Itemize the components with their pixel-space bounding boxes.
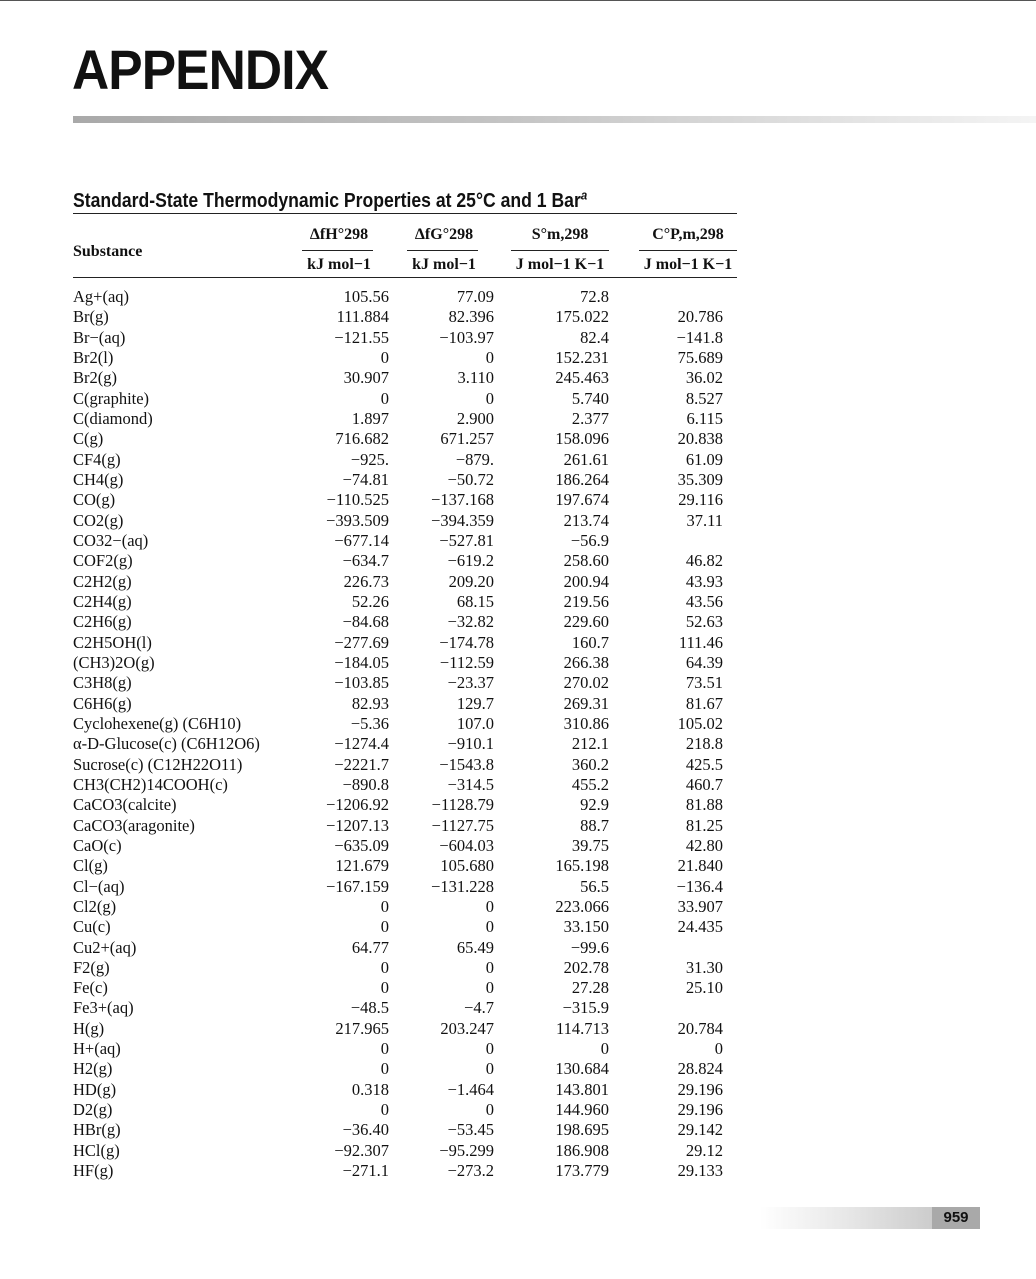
heat-capacity-cell: 29.196 [677, 1100, 723, 1120]
substance-cell: H(g) [73, 1018, 105, 1038]
table-row [73, 836, 737, 856]
table-title-text: Standard-State Thermodynamic Properties at 25°C and 1 Bar [73, 190, 581, 212]
substance-cell: COF2(g) [73, 551, 133, 571]
gibbs-cell: 0 [485, 347, 494, 367]
gibbs-cell: 68.15 [456, 591, 494, 611]
enthalpy-cell: −110.525 [326, 490, 389, 510]
enthalpy-cell: −677.14 [334, 530, 389, 550]
substance-column-header: Substance [73, 243, 143, 260]
gibbs-cell: −174.78 [439, 632, 494, 652]
substance-cell: C(diamond) [73, 408, 153, 428]
substance-cell: Sucrose(c) (C12H22O11) [73, 754, 243, 774]
enthalpy-cell: −890.8 [342, 774, 389, 794]
gibbs-symbol: ΔfG°298 [414, 226, 474, 243]
top-border-rule [0, 0, 1036, 1]
enthalpy-cell: −634.7 [342, 551, 389, 571]
entropy-cell: 455.2 [571, 774, 609, 794]
substance-cell: Br2(l) [73, 347, 114, 367]
table-row [73, 531, 737, 551]
entropy-symbol: S°m,298 [531, 226, 589, 243]
enthalpy-cell: 52.26 [351, 591, 389, 611]
gibbs-cell: −103.97 [439, 327, 494, 347]
enthalpy-cell: 105.56 [343, 287, 389, 306]
substance-cell: Cl−(aq) [73, 876, 125, 896]
entropy-cell: 114.713 [555, 1018, 609, 1038]
heat-capacity-cell: 24.435 [677, 917, 723, 937]
substance-cell: Cu2+(aq) [73, 937, 137, 957]
table-row [73, 551, 737, 571]
table-row [73, 1161, 737, 1181]
entropy-cell: −56.9 [570, 530, 609, 550]
heat-capacity-cell: 0 [714, 1039, 723, 1059]
entropy-column-header [500, 225, 620, 245]
enthalpy-header-rule [302, 250, 373, 251]
enthalpy-cell: 0 [380, 978, 389, 998]
table-row [73, 653, 737, 673]
substance-cell: HCl(g) [73, 1140, 120, 1160]
entropy-cell: 144.960 [555, 1100, 609, 1120]
gibbs-cell: −1128.79 [431, 795, 494, 815]
entropy-cell: 160.7 [571, 632, 609, 652]
substance-cell: F2(g) [73, 957, 110, 977]
table-row [73, 998, 737, 1018]
entropy-cell: 270.02 [563, 673, 609, 693]
enthalpy-cell: 0 [380, 1100, 389, 1120]
enthalpy-cell: −925. [350, 449, 389, 469]
heat-capacity-header-rule [639, 250, 737, 251]
entropy-cell: 158.096 [555, 429, 609, 449]
gibbs-cell: 82.396 [448, 307, 494, 327]
entropy-cell: 261.61 [563, 449, 609, 469]
entropy-cell: 2.377 [571, 408, 609, 428]
entropy-cell: 175.022 [555, 307, 609, 327]
entropy-cell: 269.31 [563, 693, 609, 713]
table-row [73, 755, 737, 775]
gibbs-cell: −1543.8 [439, 754, 494, 774]
table-row [73, 328, 737, 348]
substance-cell: CaCO3(aragonite) [73, 815, 195, 835]
enthalpy-cell: 217.965 [335, 1018, 389, 1038]
entropy-cell: 186.908 [555, 1140, 609, 1160]
substance-cell: Cl(g) [73, 856, 108, 876]
table-row [73, 917, 737, 937]
substance-cell: Cl2(g) [73, 896, 117, 916]
gibbs-cell: −53.45 [447, 1120, 494, 1140]
table-row [73, 592, 737, 612]
substance-cell: C2H4(g) [73, 591, 132, 611]
gibbs-cell: 107.0 [456, 713, 494, 733]
table-row [73, 511, 737, 531]
enthalpy-cell: 82.93 [351, 693, 389, 713]
header-bottom-rule [73, 277, 737, 278]
enthalpy-cell: 0 [380, 957, 389, 977]
entropy-cell: 186.264 [555, 469, 609, 489]
enthalpy-cell: 121.679 [335, 856, 389, 876]
heat-capacity-cell: 29.142 [677, 1120, 723, 1140]
heat-capacity-cell: 43.56 [685, 591, 723, 611]
heat-capacity-cell: 35.309 [677, 469, 723, 489]
heat-capacity-cell: 42.80 [685, 835, 723, 855]
substance-cell: H2(g) [73, 1059, 113, 1079]
entropy-unit: J mol−1 K−1 [515, 256, 605, 273]
heat-capacity-cell: 20.838 [677, 429, 723, 449]
substance-cell: Br−(aq) [73, 327, 126, 347]
enthalpy-cell: −84.68 [342, 612, 389, 632]
gibbs-cell: −131.228 [431, 876, 494, 896]
page-number: 959 [932, 1207, 980, 1229]
enthalpy-cell: −36.40 [342, 1120, 389, 1140]
heat-capacity-cell: 460.7 [685, 774, 723, 794]
table-row [73, 1120, 737, 1140]
heat-capacity-unit: J mol−1 K−1 [643, 256, 733, 273]
substance-cell: CH3(CH2)14COOH(c) [73, 774, 228, 794]
enthalpy-cell: −1207.13 [326, 815, 389, 835]
heat-capacity-cell: 43.93 [685, 571, 723, 591]
substance-cell: C2H2(g) [73, 571, 132, 591]
heat-capacity-cell: 46.82 [685, 551, 723, 571]
table-row [73, 673, 737, 693]
heat-capacity-cell: 218.8 [685, 734, 723, 754]
entropy-cell: 213.74 [563, 510, 609, 530]
gibbs-cell: 129.7 [456, 693, 494, 713]
gibbs-cell: −137.168 [431, 490, 494, 510]
entropy-cell: 5.740 [571, 388, 609, 408]
gibbs-cell: −910.1 [447, 734, 494, 754]
gibbs-cell: −23.37 [447, 673, 494, 693]
heat-capacity-cell: 81.88 [685, 795, 723, 815]
gibbs-unit: kJ mol−1 [412, 256, 476, 273]
substance-cell: C(graphite) [73, 388, 150, 408]
table-row [73, 409, 737, 429]
table-row [73, 287, 737, 307]
substance-cell: CH4(g) [73, 469, 124, 489]
table-row [73, 978, 737, 998]
gibbs-cell: 0 [485, 1039, 494, 1059]
heat-capacity-cell: 6.115 [686, 408, 723, 428]
table-row [73, 1059, 737, 1079]
substance-cell: Fe(c) [73, 978, 108, 998]
heat-capacity-column-header [624, 225, 752, 245]
table-row [73, 450, 737, 470]
gibbs-cell: −394.359 [431, 510, 494, 530]
table-row [73, 429, 737, 449]
enthalpy-cell: 0.318 [351, 1079, 389, 1099]
substance-cell: α-D-Glucose(c) (C6H12O6) [73, 734, 260, 754]
gibbs-cell: 65.49 [456, 937, 494, 957]
heat-capacity-cell: 29.196 [677, 1079, 723, 1099]
substance-cell: C3H8(g) [73, 673, 132, 693]
entropy-cell: 33.150 [563, 917, 609, 937]
enthalpy-cell: 0 [380, 896, 389, 916]
enthalpy-cell: −1274.4 [334, 734, 389, 754]
table-row [73, 572, 737, 592]
heat-capacity-cell: 21.840 [677, 856, 723, 876]
heat-capacity-cell: 29.133 [677, 1161, 723, 1181]
enthalpy-cell: −74.81 [342, 469, 389, 489]
table-row [73, 856, 737, 876]
gibbs-cell: 671.257 [440, 429, 494, 449]
entropy-cell: 202.78 [563, 957, 609, 977]
table-title-footnote-marker: a [580, 187, 588, 203]
table-row [73, 1100, 737, 1120]
gibbs-cell: 0 [485, 1059, 494, 1079]
enthalpy-cell: −271.1 [342, 1161, 389, 1181]
gibbs-cell: 0 [485, 917, 494, 937]
gibbs-cell: 2.900 [456, 408, 494, 428]
gibbs-cell: −112.59 [439, 652, 494, 672]
enthalpy-cell: −121.55 [334, 327, 389, 347]
enthalpy-cell: 0 [380, 1039, 389, 1059]
substance-cell: C2H6(g) [73, 612, 132, 632]
enthalpy-cell: 0 [380, 388, 389, 408]
enthalpy-cell: 0 [380, 917, 389, 937]
entropy-cell: 360.2 [571, 754, 609, 774]
enthalpy-cell: −92.307 [334, 1140, 389, 1160]
gibbs-header-rule [407, 250, 478, 251]
entropy-cell: 266.38 [563, 652, 609, 672]
entropy-cell: 130.684 [555, 1059, 609, 1079]
substance-cell: Cu(c) [73, 917, 111, 937]
substance-cell: CF4(g) [73, 449, 121, 469]
entropy-cell: 198.695 [555, 1120, 609, 1140]
heat-capacity-symbol: C°P,m,298 [652, 226, 724, 243]
gibbs-cell: 105.680 [440, 856, 494, 876]
gibbs-cell: −95.299 [439, 1140, 494, 1160]
enthalpy-cell: −635.09 [334, 835, 389, 855]
gibbs-cell: −527.81 [439, 530, 494, 550]
gibbs-cell: −879. [455, 449, 494, 469]
substance-cell: Br(g) [73, 307, 109, 327]
table-row [73, 470, 737, 490]
heat-capacity-cell: 81.67 [685, 693, 723, 713]
entropy-cell: 173.779 [555, 1161, 609, 1181]
substance-cell: CO32−(aq) [73, 530, 149, 550]
table-row [73, 775, 737, 795]
gibbs-cell: −604.03 [439, 835, 494, 855]
substance-cell: Ag+(aq) [73, 287, 130, 306]
table-row [73, 958, 737, 978]
heat-capacity-cell: 61.09 [685, 449, 723, 469]
enthalpy-cell: −184.05 [334, 652, 389, 672]
substance-cell: Fe3+(aq) [73, 998, 134, 1018]
gibbs-cell: 0 [485, 388, 494, 408]
heat-capacity-cell: 36.02 [685, 368, 723, 388]
entropy-cell: 229.60 [563, 612, 609, 632]
entropy-cell: −315.9 [562, 998, 609, 1018]
heat-capacity-cell: 37.11 [686, 510, 723, 530]
gibbs-cell: −4.7 [464, 998, 494, 1018]
table-row [73, 490, 737, 510]
enthalpy-cell: −2221.7 [334, 754, 389, 774]
heat-capacity-cell: 75.689 [677, 347, 723, 367]
enthalpy-cell: −167.159 [326, 876, 389, 896]
substance-cell: CaCO3(calcite) [73, 795, 177, 815]
heat-capacity-cell: 425.5 [685, 754, 723, 774]
substance-cell: C2H5OH(l) [73, 632, 152, 652]
heading-rule [73, 116, 1036, 123]
heat-capacity-cell: 25.10 [685, 978, 723, 998]
heat-capacity-cell: 33.907 [677, 896, 723, 916]
enthalpy-cell: 30.907 [343, 368, 389, 388]
entropy-cell: 200.94 [563, 571, 609, 591]
entropy-cell: 197.674 [555, 490, 609, 510]
entropy-cell: 88.7 [580, 815, 609, 835]
entropy-cell: 245.463 [555, 368, 609, 388]
heat-capacity-cell: 105.02 [677, 713, 723, 733]
enthalpy-cell: 0 [380, 347, 389, 367]
entropy-cell: 152.231 [555, 347, 609, 367]
gibbs-cell: 0 [485, 1100, 494, 1120]
table-row [73, 816, 737, 836]
substance-cell: CaO(c) [73, 835, 122, 855]
heat-capacity-cell: 64.39 [685, 652, 723, 672]
substance-cell: Cyclohexene(g) (C6H10) [73, 713, 242, 733]
enthalpy-cell: 1.897 [351, 408, 389, 428]
gibbs-cell: −32.82 [447, 612, 494, 632]
entropy-cell: 223.066 [555, 896, 609, 916]
enthalpy-cell: −277.69 [334, 632, 389, 652]
gibbs-cell: 0 [485, 978, 494, 998]
heat-capacity-cell: 52.63 [685, 612, 723, 632]
enthalpy-cell: −393.509 [326, 510, 389, 530]
substance-cell: Br2(g) [73, 368, 117, 388]
table-row [73, 1019, 737, 1039]
gibbs-cell: 0 [485, 896, 494, 916]
thermodynamic-table-body [73, 287, 737, 1181]
entropy-cell: 27.28 [571, 978, 609, 998]
table-row [73, 734, 737, 754]
substance-cell: H+(aq) [73, 1039, 121, 1059]
substance-cell: D2(g) [73, 1100, 113, 1120]
table-title [73, 188, 587, 214]
substance-cell: C(g) [73, 429, 104, 449]
gibbs-column-header [394, 225, 494, 245]
heat-capacity-cell: 73.51 [685, 673, 723, 693]
table-row [73, 714, 737, 734]
table-row [73, 307, 737, 327]
entropy-cell: 219.56 [563, 591, 609, 611]
heat-capacity-cell: 111.46 [678, 632, 723, 652]
entropy-cell: 212.1 [571, 734, 609, 754]
substance-cell: HD(g) [73, 1079, 117, 1099]
enthalpy-column-header [289, 225, 389, 245]
enthalpy-symbol: ΔfH°298 [309, 226, 369, 243]
heat-capacity-cell: −141.8 [676, 327, 723, 347]
gibbs-cell: 203.247 [440, 1018, 494, 1038]
gibbs-cell: 77.09 [456, 287, 494, 306]
appendix-heading: APPENDIX [72, 38, 329, 101]
table-row [73, 612, 737, 632]
heat-capacity-cell: 29.116 [678, 490, 723, 510]
entropy-cell: 258.60 [563, 551, 609, 571]
entropy-cell: 0 [600, 1039, 609, 1059]
enthalpy-cell: 64.77 [351, 937, 389, 957]
heat-capacity-cell: 20.784 [677, 1018, 723, 1038]
gibbs-cell: 0 [485, 957, 494, 977]
table-row [73, 694, 737, 714]
substance-cell: CO(g) [73, 490, 116, 510]
entropy-cell: 143.801 [555, 1079, 609, 1099]
enthalpy-cell: −5.36 [350, 713, 389, 733]
enthalpy-cell: 111.884 [336, 307, 389, 327]
table-row [73, 633, 737, 653]
heat-capacity-cell: 29.12 [685, 1140, 723, 1160]
entropy-cell: 92.9 [580, 795, 609, 815]
gibbs-cell: −50.72 [447, 469, 494, 489]
gibbs-cell: −1.464 [447, 1079, 494, 1099]
gibbs-cell: −314.5 [447, 774, 494, 794]
substance-cell: CO2(g) [73, 510, 124, 530]
entropy-header-rule [511, 250, 609, 251]
table-row [73, 1039, 737, 1059]
enthalpy-unit: kJ mol−1 [307, 256, 371, 273]
table-row [73, 877, 737, 897]
table-top-rule [73, 213, 737, 214]
table-row [73, 938, 737, 958]
heat-capacity-cell: 28.824 [677, 1059, 723, 1079]
table-row [73, 389, 737, 409]
table-row [73, 368, 737, 388]
substance-cell: HF(g) [73, 1161, 114, 1181]
table-row [73, 795, 737, 815]
enthalpy-cell: 0 [380, 1059, 389, 1079]
entropy-cell: 82.4 [580, 327, 609, 347]
entropy-cell: 39.75 [571, 835, 609, 855]
heat-capacity-cell: −136.4 [676, 876, 723, 896]
gibbs-cell: −273.2 [447, 1161, 494, 1181]
entropy-cell: −99.6 [570, 937, 609, 957]
heat-capacity-cell: 31.30 [685, 957, 723, 977]
substance-cell: (CH3)2O(g) [73, 652, 155, 672]
entropy-cell: 72.8 [580, 287, 609, 306]
entropy-cell: 165.198 [555, 856, 609, 876]
table-row [73, 1080, 737, 1100]
entropy-cell: 56.5 [580, 876, 609, 896]
table-row [73, 1141, 737, 1161]
heat-capacity-cell: 8.527 [685, 388, 723, 408]
enthalpy-cell: −1206.92 [326, 795, 389, 815]
heat-capacity-cell: 20.786 [677, 307, 723, 327]
substance-cell: HBr(g) [73, 1120, 121, 1140]
heat-capacity-cell: 81.25 [685, 815, 723, 835]
entropy-cell: 310.86 [563, 713, 609, 733]
substance-cell: C6H6(g) [73, 693, 132, 713]
table-row [73, 897, 737, 917]
enthalpy-cell: 716.682 [335, 429, 389, 449]
enthalpy-cell: 226.73 [343, 571, 389, 591]
gibbs-cell: 209.20 [448, 571, 494, 591]
enthalpy-cell: −48.5 [350, 998, 389, 1018]
gibbs-cell: 3.110 [457, 368, 494, 388]
gibbs-cell: −1127.75 [431, 815, 494, 835]
table-row [73, 348, 737, 368]
enthalpy-cell: −103.85 [334, 673, 389, 693]
gibbs-cell: −619.2 [447, 551, 494, 571]
